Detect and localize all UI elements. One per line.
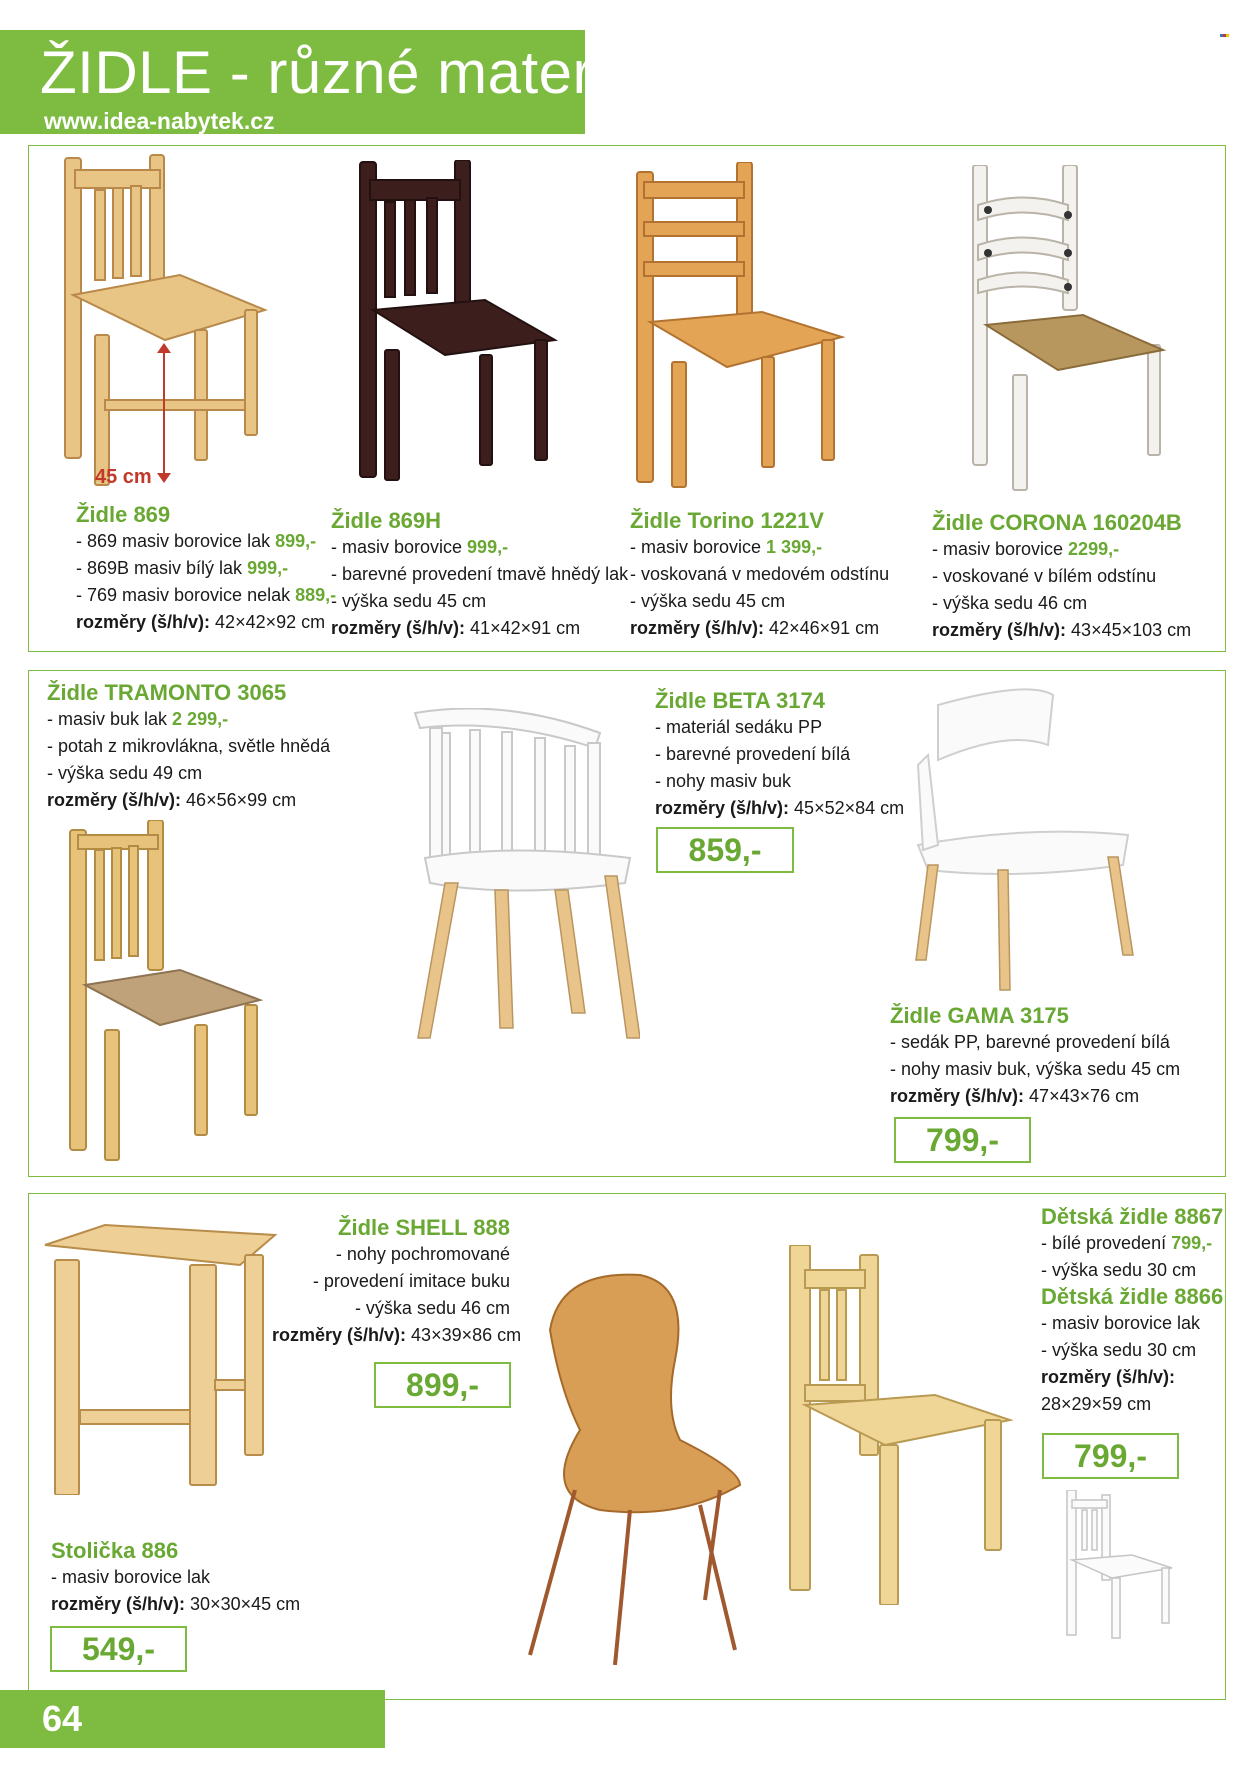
product-torino-info <box>630 508 889 642</box>
header-url[interactable]: www.idea-nabytek.cz <box>44 108 275 134</box>
price-box-stool: 549,- <box>50 1626 187 1672</box>
product-line: - výška sedu 46 cm <box>354 1298 510 1318</box>
product-dimensions: rozměry (š/h/v): 41×42×91 cm <box>331 618 581 638</box>
product-869h-info <box>331 508 628 642</box>
price: 2 299,- <box>172 709 229 729</box>
product-dimensions: rozměry (š/h/v): 42×42×92 cm <box>76 612 326 632</box>
product-line: - 869 masiv borovice lak 899,- <box>76 531 317 551</box>
product-kids-info <box>1041 1204 1223 1418</box>
product-line: - masiv borovice 999,- <box>331 537 509 557</box>
product-gama-info <box>890 1003 1180 1110</box>
product-title: Židle BETA 3174 <box>655 688 825 713</box>
product-line: - barevné provedení tmavě hnědý lak <box>331 564 629 584</box>
product-stool-info <box>51 1538 300 1618</box>
seat-height-arrow-icon <box>157 343 171 483</box>
product-title-8866: Dětská židle 8866 <box>1041 1284 1224 1309</box>
stool-886-image <box>40 1220 280 1495</box>
kids-chair-8866-image <box>785 1245 1015 1605</box>
seat-height-label: 45 cm <box>95 466 152 488</box>
product-line: - výška sedu 30 cm <box>1041 1340 1197 1360</box>
product-line: - nohy pochromované <box>335 1244 510 1264</box>
product-line: - provedení imitace buku <box>312 1271 510 1291</box>
product-line: - masiv buk lak 2 299,- <box>47 709 229 729</box>
product-dimensions: 28×29×59 cm <box>1041 1394 1152 1414</box>
price: 799,- <box>1171 1233 1213 1253</box>
product-line: - výška sedu 45 cm <box>331 591 487 611</box>
price: 889,- <box>295 585 337 605</box>
product-line: - masiv borovice lak <box>51 1567 211 1587</box>
price: 1 399,- <box>766 537 823 557</box>
product-dimensions: rozměry (š/h/v): 47×43×76 cm <box>890 1086 1140 1106</box>
product-line: - potah z mikrovlákna, světle hnědá <box>47 736 331 756</box>
price: 899,- <box>275 531 317 551</box>
product-line: - výška sedu 45 cm <box>630 591 786 611</box>
product-title: Stolička 886 <box>51 1538 179 1563</box>
product-title: Židle Torino 1221V <box>630 508 824 533</box>
chair-gama-image <box>908 685 1138 995</box>
price: 999,- <box>467 537 509 557</box>
product-title: Židle TRAMONTO 3065 <box>47 680 287 705</box>
product-beta-info <box>655 688 904 822</box>
corner-mark-icon <box>1220 34 1230 40</box>
product-line: - materiál sedáku PP <box>655 717 823 737</box>
price: 2299,- <box>1068 539 1120 559</box>
kids-chair-8867-image <box>1062 1490 1174 1640</box>
product-title: Židle CORONA 160204B <box>932 510 1182 535</box>
product-dimensions: rozměry (š/h/v): 30×30×45 cm <box>51 1594 301 1614</box>
product-line: - barevné provedení bílá <box>655 744 851 764</box>
product-title: Židle 869 <box>76 502 171 527</box>
product-line: - bílé provedení 799,- <box>1041 1233 1213 1253</box>
product-line: - výška sedu 30 cm <box>1041 1260 1197 1280</box>
product-line: - nohy masiv buk <box>655 771 792 791</box>
product-line: - voskovaná v medovém odstínu <box>630 564 890 584</box>
product-dimensions: rozměry (š/h/v): 42×46×91 cm <box>630 618 880 638</box>
product-title: Židle GAMA 3175 <box>890 1003 1069 1028</box>
product-line: - nohy masiv buk, výška sedu 45 cm <box>890 1059 1181 1079</box>
product-corona-info <box>932 510 1191 644</box>
page-title: ŽIDLE - různé materiály <box>40 39 686 106</box>
chair-shell-image <box>520 1270 760 1665</box>
product-line: - sedák PP, barevné provedení bílá <box>890 1032 1170 1052</box>
product-line: - masiv borovice 2299,- <box>932 539 1120 559</box>
product-line: - masiv borovice lak <box>1041 1313 1201 1333</box>
product-dimensions: rozměry (š/h/v): 46×56×99 cm <box>47 790 297 810</box>
product-line: - masiv borovice 1 399,- <box>630 537 823 557</box>
product-line: - 869B masiv bílý lak 999,- <box>76 558 289 578</box>
chair-tramonto-image <box>60 820 270 1165</box>
chair-corona-image <box>968 165 1168 495</box>
product-869-info <box>76 502 336 636</box>
product-dimensions: rozměry (š/h/v): 43×39×86 cm <box>272 1325 522 1345</box>
product-line: - 769 masiv borovice nelak 889,- <box>76 585 337 605</box>
product-title: Židle SHELL 888 <box>338 1215 510 1240</box>
product-dimensions: rozměry (š/h/v): 45×52×84 cm <box>655 798 905 818</box>
page-number: 64 <box>42 1698 83 1739</box>
product-title: Židle 869H <box>331 508 442 533</box>
price-box-gama: 799,- <box>894 1117 1031 1163</box>
chair-beta-image <box>410 708 640 1053</box>
product-line: - výška sedu 49 cm <box>47 763 203 783</box>
product-tramonto-info <box>47 680 330 814</box>
price-box-shell: 899,- <box>374 1362 511 1408</box>
product-shell-info <box>272 1215 522 1349</box>
product-line: - voskované v bílém odstínu <box>932 566 1157 586</box>
chair-torino-image <box>632 162 847 492</box>
product-dimensions-label: rozměry (š/h/v): <box>1041 1367 1176 1387</box>
chair-869h-image <box>355 160 560 490</box>
product-title-8867: Dětská židle 8867 <box>1041 1204 1224 1229</box>
price: 999,- <box>247 558 289 578</box>
product-line: - výška sedu 46 cm <box>932 593 1088 613</box>
price-box-beta: 859,- <box>656 827 794 873</box>
price-box-kids: 799,- <box>1042 1433 1179 1479</box>
product-dimensions: rozměry (š/h/v): 43×45×103 cm <box>932 620 1192 640</box>
